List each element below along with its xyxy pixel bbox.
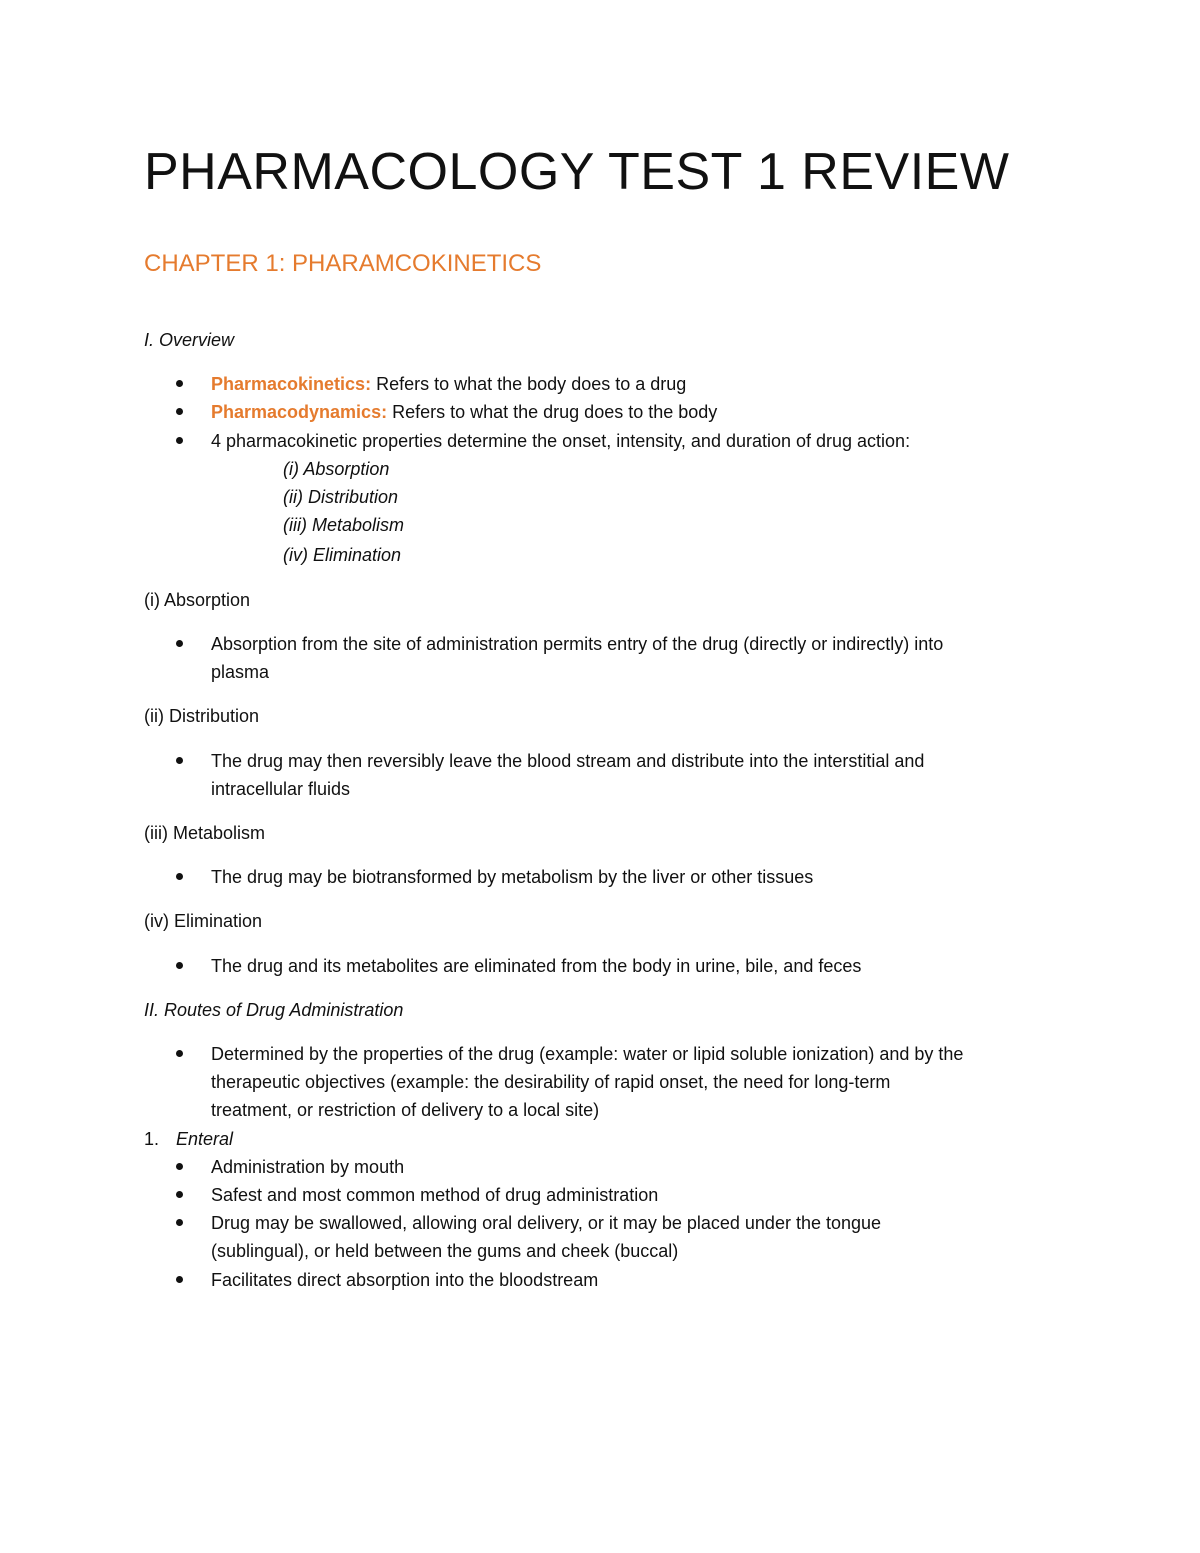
list-item: [211, 398, 717, 426]
list-item-continued: treatment, or restriction of delivery to a local site): [211, 1100, 600, 1120]
bullet-icon: [176, 1219, 183, 1226]
list-item: [211, 370, 686, 398]
section-heading-distribution: (ii) Distribution: [144, 706, 260, 726]
bullet-icon: [176, 1163, 183, 1170]
list-item: 4 pharmacokinetic properties determine the onset, intensity, and duration of drug action:: [211, 431, 911, 451]
property-item: (iv) Elimination: [283, 545, 402, 565]
list-item-continued: plasma: [211, 662, 270, 682]
list-item-continued: therapeutic objectives (example: the desirability of rapid onset, the need for long-term: [211, 1072, 891, 1092]
bullet-icon: [176, 962, 183, 969]
property-item: (iii) Metabolism: [283, 515, 405, 535]
list-item: Determined by the properties of the drug (example: water or lipid soluble ionization) and by the: [211, 1044, 964, 1064]
property-item: (ii) Distribution: [283, 487, 399, 507]
section-heading-absorption: (i) Absorption: [144, 590, 251, 610]
chapter-heading: CHAPTER 1: PHARAMCOKINETICS: [144, 250, 542, 277]
enteral-heading: Enteral: [176, 1129, 234, 1149]
bullet-icon: [176, 437, 183, 444]
definition-text: Refers to what the drug does to the body: [387, 402, 718, 422]
section-heading-elimination: (iv) Elimination: [144, 911, 263, 931]
list-item: The drug and its metabolites are eliminated from the body in urine, bile, and feces: [211, 956, 862, 976]
bullet-icon: [176, 1191, 183, 1198]
bullet-icon: [176, 1050, 183, 1057]
term-pharmacodynamics: Pharmacodynamics:: [211, 402, 388, 422]
section-heading-routes: II. Routes of Drug Administration: [144, 1000, 404, 1020]
bullet-icon: [176, 757, 183, 764]
list-item-continued: intracellular fluids: [211, 779, 351, 799]
bullet-icon: [176, 408, 183, 415]
list-item: Absorption from the site of administration permits entry of the drug (directly or indirectly) into: [211, 634, 944, 654]
bullet-icon: [176, 380, 183, 387]
list-item: Administration by mouth: [211, 1157, 405, 1177]
list-item: Facilitates direct absorption into the bloodstream: [211, 1270, 599, 1290]
bullet-icon: [176, 1276, 183, 1283]
bullet-icon: [176, 640, 183, 647]
section-heading-metabolism: (iii) Metabolism: [144, 823, 266, 843]
bullet-icon: [176, 873, 183, 880]
term-pharmacokinetics: Pharmacokinetics:: [211, 374, 372, 394]
definition-text: Refers to what the body does to a drug: [371, 374, 687, 394]
list-item: Safest and most common method of drug administration: [211, 1185, 659, 1205]
section-heading-overview: I. Overview: [144, 330, 235, 350]
document-title: PHARMACOLOGY TEST 1 REVIEW: [144, 143, 1010, 201]
enteral-number: 1.: [144, 1129, 160, 1149]
list-item: The drug may be biotransformed by metabolism by the liver or other tissues: [211, 867, 814, 887]
property-item: (i) Absorption: [283, 459, 390, 479]
list-item: Drug may be swallowed, allowing oral delivery, or it may be placed under the tongue: [211, 1213, 882, 1233]
list-item: The drug may then reversibly leave the blood stream and distribute into the interstitial and: [211, 751, 925, 771]
list-item-continued: (sublingual), or held between the gums and cheek (buccal): [211, 1241, 679, 1261]
